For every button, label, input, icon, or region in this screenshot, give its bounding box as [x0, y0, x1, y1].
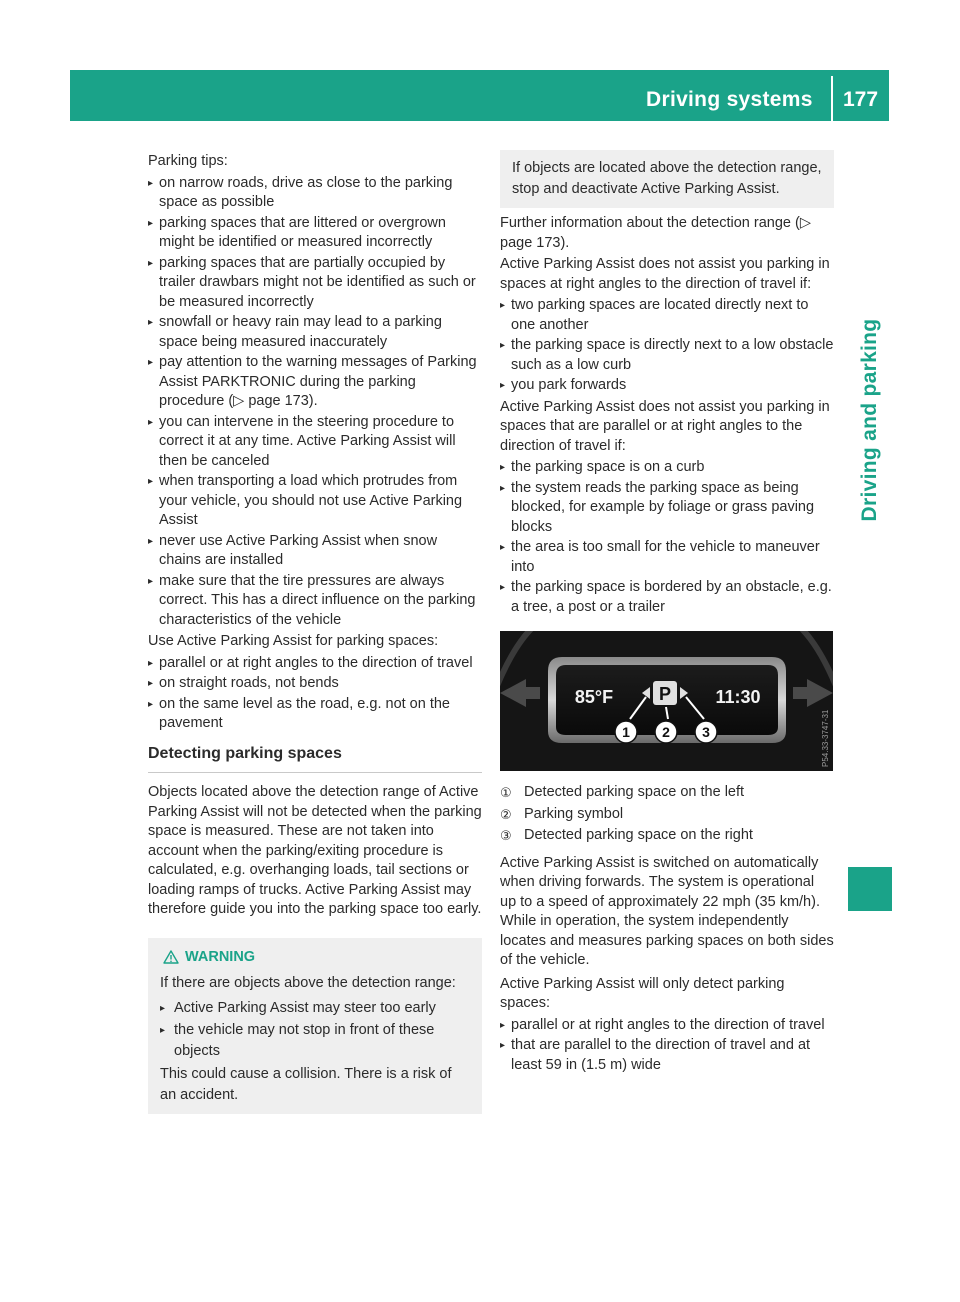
parking-symbol: P [658, 684, 672, 704]
use-list [148, 654, 482, 734]
legend-text: Detected parking space on the left [524, 784, 745, 800]
instrument-cluster-figure [500, 631, 833, 771]
warning-box [148, 938, 482, 1115]
warning-title: WARNING [185, 948, 256, 965]
not-assist-list-2 [500, 458, 834, 617]
section-heading: Detecting parking spaces [148, 744, 482, 774]
warning-triangle-icon [163, 950, 179, 964]
list-item: ▸ snowfall or heavy rain may lead to a parking space being measured inaccurately [148, 313, 482, 352]
not-assist-list-1 [500, 296, 834, 396]
list-item: ▸ parallel or at right angles to the direction of travel [148, 654, 482, 674]
parking-tips-title: Parking tips: [148, 153, 228, 169]
list-item: ▸ parking spaces that are partially occupied by trailer drawbars might not be identified as such or be measured incorrectly [148, 254, 482, 313]
instrument-cluster-illustration [500, 631, 833, 771]
list-item: ▸ on the same level as the road, e.g. not on the pavement [148, 695, 482, 734]
legend-text: Parking symbol [524, 805, 624, 822]
legend-item [500, 826, 834, 846]
legend-text: Detected parking space on the right [524, 827, 753, 843]
list-item: ▸ the vehicle may not stop in front of these objects [160, 1020, 471, 1062]
list-item: ▸ the parking space is on a curb [500, 458, 834, 478]
list-item: ▸ Active Parking Assist may steer too early [160, 998, 471, 1019]
list-item: ▸ make sure that the tire pressures are always correct. This has a direct influence on the parking characteristics of the vehicle [148, 572, 482, 631]
warning-intro: If there are objects above the detection range: [160, 975, 456, 991]
legend-number: ① [500, 785, 512, 800]
detecting-paragraph: Objects located above the detection range of Active Parking Assist will not be detected when the parking space is measured. These are not taken into account when the parking/exiting procedure is calculated, e.g. overhanging loads, tail sections or loading ramps of trucks. Active Parking Assist may therefore guide you into the parking space too early. [148, 784, 482, 917]
list-item: ▸ on straight roads, not bends [148, 674, 482, 694]
list-item: ▸ parallel or at right angles to the direction of travel [500, 1016, 834, 1036]
detect-list [500, 1016, 834, 1076]
left-column [148, 152, 482, 1114]
legend-number: ② [500, 806, 512, 822]
section-title: Driving systems [646, 88, 813, 111]
list-item: ▸ on narrow roads, drive as close to the parking space as possible [148, 174, 482, 213]
warning-outro: This could cause a collision. There is a risk of an accident. [160, 1066, 452, 1103]
warning-header [160, 948, 471, 968]
header-bar [70, 70, 889, 121]
list-item: ▸ the parking space is directly next to a low obstacle such as a low curb [500, 336, 834, 375]
time-readout: 11:30 [715, 687, 761, 707]
list-item: ▸ you park forwards [500, 376, 834, 396]
callout-2 [655, 721, 677, 743]
image-id: P54.33-3747-31 [821, 709, 830, 767]
not-assist-intro-1: Active Parking Assist does not assist you parking in spaces at right angles to the direction of travel if: [500, 256, 830, 292]
list-item: ▸ the system reads the parking space as being blocked, for example by foliage or grass paving blocks [500, 479, 834, 538]
list-item: ▸ two parking spaces are located directly next to one another [500, 296, 834, 335]
note-box [500, 150, 834, 208]
list-item: ▸ you can intervene in the steering procedure to correct it at any time. Active Parking Assist will then be canceled [148, 413, 482, 472]
list-item: ▸ when transporting a load which protrudes from your vehicle, you should not use Active Parking Assist [148, 472, 482, 531]
temperature-readout: 85°F [574, 687, 614, 707]
list-item: ▸ the area is too small for the vehicle to maneuver into [500, 538, 834, 577]
list-item: ▸ that are parallel to the direction of travel and at least 59 in (1.5 m) wide [500, 1036, 834, 1075]
list-item: ▸ the parking space is bordered by an obstacle, e.g. a tree, a post or a trailer [500, 578, 834, 617]
warning-list [160, 998, 471, 1062]
legend-item [500, 783, 834, 803]
callout-3 [695, 721, 717, 743]
figure-legend [500, 783, 834, 846]
not-assist-intro-2: Active Parking Assist does not assist you parking in spaces that are parallel or at right angles to the direction of travel if: [500, 398, 830, 454]
parking-tips-list [148, 174, 482, 631]
chapter-marker [848, 867, 892, 911]
note-text: If objects are located above the detection range, stop and deactivate Active Parking Assist. [512, 160, 822, 197]
svg-text:1: 1 [622, 724, 630, 740]
header-divider [831, 76, 833, 121]
use-intro: Use Active Parking Assist for parking spaces: [148, 633, 439, 649]
legend-number: ③ [500, 828, 512, 843]
chapter-label: Driving and parking [858, 318, 881, 522]
page-number: 177 [843, 88, 879, 111]
operation-paragraph: Active Parking Assist is switched on automatically when driving forwards. The system is operational up to a speed of approximately 22 mph (35 km/h). While in operation, the system independently locates and measures parking spaces on both sides of the vehicle. [500, 854, 834, 968]
list-item: ▸ pay attention to the warning messages of Parking Assist PARKTRONIC during the parking procedure (▷ page 173). [148, 353, 482, 412]
list-item: ▸ parking spaces that are littered or overgrown might be identified or measured incorrectly [148, 214, 482, 253]
further-info: Further information about the detection range (▷ page 173). [500, 215, 811, 251]
callout-1 [615, 721, 637, 743]
svg-text:3: 3 [702, 724, 710, 740]
right-column [500, 150, 834, 1077]
detect-intro: Active Parking Assist will only detect parking spaces: [500, 975, 785, 1011]
legend-item [500, 805, 834, 825]
svg-text:2: 2 [662, 724, 670, 740]
side-tab [848, 240, 892, 600]
list-item: ▸ never use Active Parking Assist when snow chains are installed [148, 532, 482, 571]
